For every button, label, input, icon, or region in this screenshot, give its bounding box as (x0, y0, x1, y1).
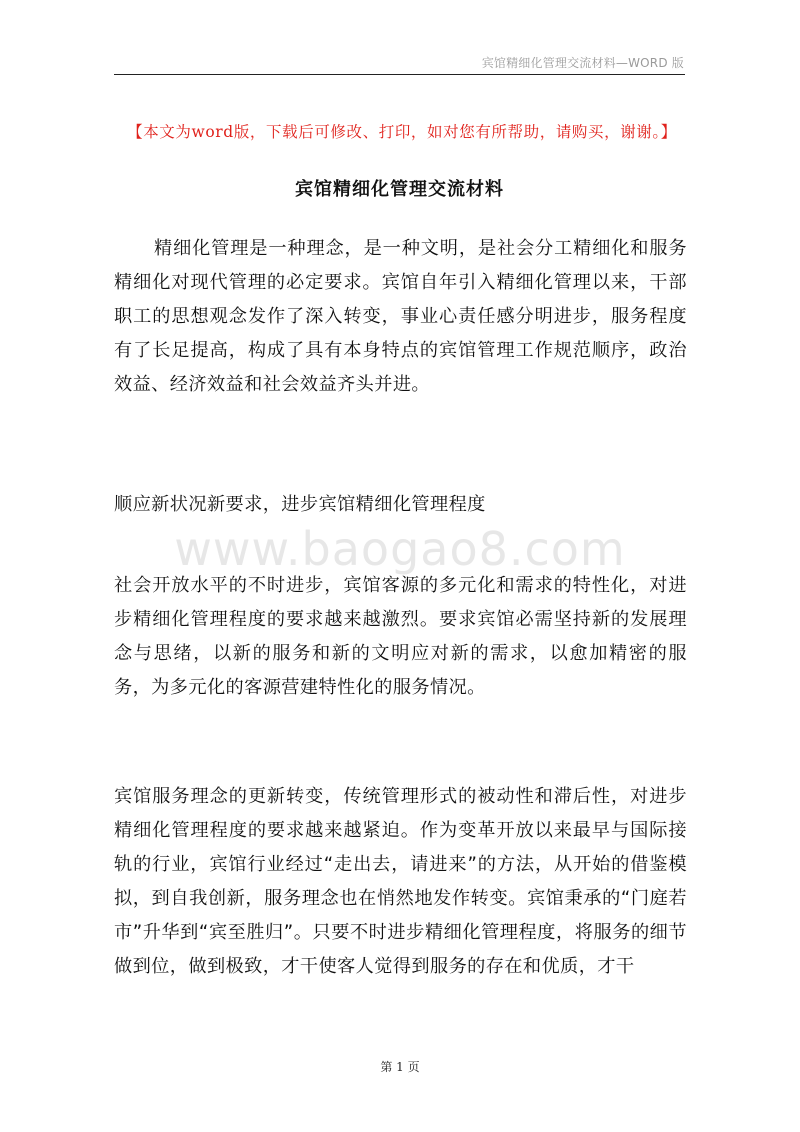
paragraph-demand: 社会开放水平的不时进步，宾馆客源的多元化和需求的特性化，对进步精细化管理程度的要求越来越激烈。要求宾馆必需坚持新的发展理念与思绪，以新的服务和新的文明应对新的需求，以愈加精密的服务，为多元化的客源营建特性化的服务情况。 (114, 575, 687, 698)
watermark: www.baogao8.com (174, 522, 626, 576)
section-heading: 顺应新状况新要求，进步宾馆精细化管理程度 (114, 494, 486, 515)
paragraph-service-concept: 宾馆服务理念的更新转变，传统管理形式的被动性和滞后性，对进步精细化管理程度的要求越来越紧迫。作为变革开放以来最早与国际接轨的行业，宾馆行业经过“走出去，请进来”的方法，从开始的借鉴模拟，到自我创新，服务理念也在悄然地发作转变。宾馆秉承的“门庭若市”升华到“宾至胜归”。只要不时进步精细化管理程度，将服务的细节做到位，做到极致，才干使客人觉得到服务的存在和优质，才干 (114, 786, 687, 977)
document-title: 宾馆精细化管理交流材料 (295, 179, 504, 200)
header-rule (114, 74, 685, 75)
paragraph-intro: 精细化管理是一种理念，是一种文明，是社会分工精细化和服务精细化对现代管理的必定要求。宾馆自年引入精细化管理以来，干部职工的思想观念发作了深入转变，事业心责任感分明进步，服务程度有了长足提高，构成了具有本身特点的宾馆管理工作规范顺序，政治效益、经济效益和社会效益齐头并进。 (114, 238, 687, 395)
download-notice: 【本文为word版，下载后可修改、打印，如对您有所帮助，请购买，谢谢。】 (127, 123, 677, 141)
page-number: 第 1 页 (380, 1060, 420, 1074)
running-header: 宾馆精细化管理交流材料—WORD 版 (481, 56, 684, 70)
